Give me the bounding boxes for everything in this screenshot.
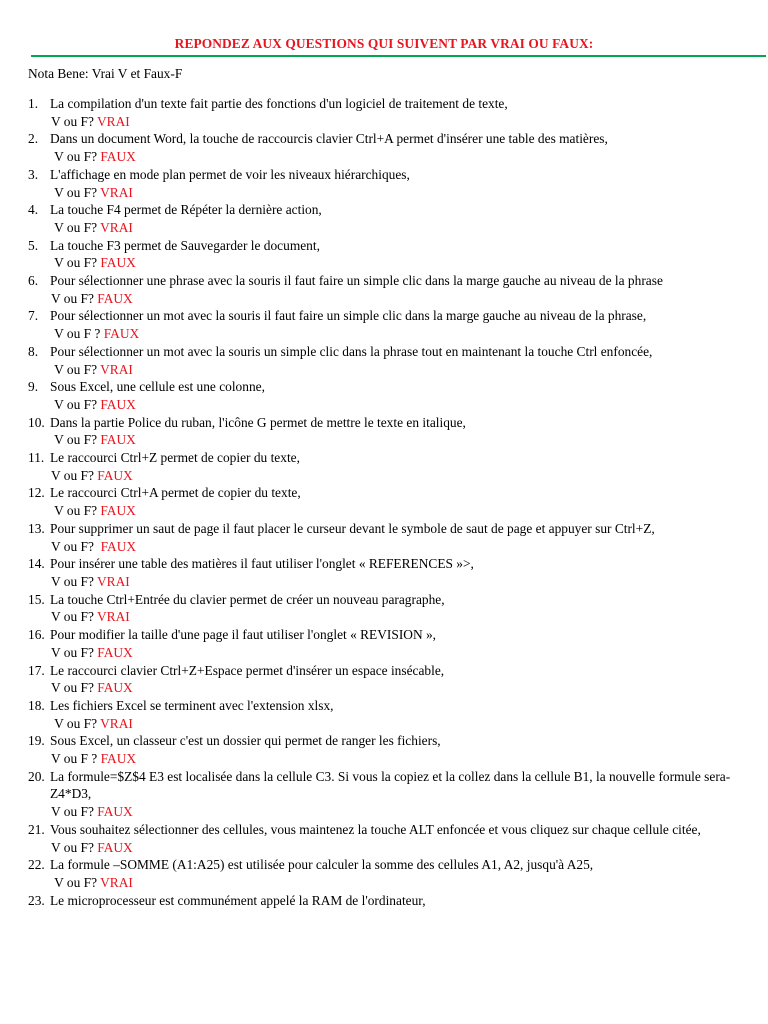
answer-line (28, 254, 758, 272)
question-text: Pour supprimer un saut de page il faut placer le curseur devant le symbole de saut de page et appuyer sur Ctrl+Z, (50, 520, 655, 536)
answer-line (28, 608, 758, 626)
answer-line (28, 644, 758, 662)
answer-line (28, 467, 758, 485)
question-number: 3. (28, 166, 39, 182)
question-text: L'affichage en mode plan permet de voir les niveaux hiérarchiques, (50, 166, 410, 182)
question-number: 11. (28, 450, 45, 466)
answer-line (28, 679, 758, 697)
question-number: 18. (28, 697, 45, 713)
question-item (28, 201, 758, 236)
question-item (28, 591, 758, 626)
question-number: 20. (28, 768, 45, 784)
answer-prompt: V ou F? (51, 680, 98, 696)
question-text: La touche F3 permet de Sauvegarder le document, (50, 237, 320, 253)
answer-value: FAUX (97, 467, 133, 483)
answer-line (28, 750, 758, 768)
answer-prompt: V ou F? (51, 396, 101, 412)
question-item (28, 821, 758, 856)
question-number: 8. (28, 343, 39, 359)
question-number: 12. (28, 485, 45, 501)
answer-value: FAUX (97, 839, 133, 855)
answer-value: VRAI (100, 361, 133, 377)
question-item (28, 856, 758, 891)
answer-value: FAUX (103, 326, 140, 342)
question-text: Sous Excel, un classeur c'est un dossier qui permet de ranger les fichiers, (50, 733, 441, 749)
question-item (28, 272, 758, 307)
question-text: Dans un document Word, la touche de raccourcis clavier Ctrl+A permet d'insérer une table des matières, (50, 131, 608, 147)
answer-line (28, 219, 758, 237)
answer-prompt: V ou F? (51, 503, 101, 519)
answer-prompt: V ou F? (51, 839, 98, 855)
question-number: 16. (28, 627, 45, 643)
answer-line (28, 538, 758, 556)
answer-prompt: V ou F? (51, 538, 101, 554)
question-number: 21. (28, 821, 45, 837)
question-number: 6. (28, 273, 39, 289)
question-item (28, 520, 758, 555)
answer-line (28, 396, 758, 414)
answer-value: VRAI (97, 573, 130, 589)
question-text: Pour sélectionner une phrase avec la souris il faut faire un simple clic dans la marge gauche au niveau de la phrase (50, 273, 663, 289)
answer-line (28, 431, 758, 449)
question-item (28, 449, 758, 484)
answer-value: FAUX (97, 644, 133, 660)
answer-value: VRAI (100, 219, 133, 235)
question-item (28, 555, 758, 590)
answer-value: VRAI (97, 609, 130, 625)
question-number: 10. (28, 414, 45, 430)
question-text: La compilation d'un texte fait partie des fonctions d'un logiciel de traitement de texte, (50, 96, 508, 111)
answer-prompt: V ou F ? (51, 326, 104, 342)
question-number: 1. (28, 96, 39, 111)
answer-prompt: V ou F? (51, 467, 98, 483)
question-text: La touche F4 permet de Répéter la dernière action, (50, 202, 322, 218)
answer-line (28, 839, 758, 857)
question-list (28, 95, 758, 909)
answer-prompt: V ou F? (51, 609, 98, 625)
answer-prompt: V ou F? (51, 290, 98, 306)
title-divider (31, 55, 766, 57)
question-item (28, 662, 758, 697)
question-item (28, 626, 758, 661)
answer-prompt: V ou F? (51, 113, 98, 129)
question-text: Pour modifier la taille d'une page il faut utiliser l'onglet « REVISION », (50, 627, 437, 643)
answer-value: VRAI (100, 184, 133, 200)
question-number: 4. (28, 202, 39, 218)
answer-value: FAUX (100, 396, 136, 412)
answer-value: FAUX (100, 432, 136, 448)
nota-bene: Nota Bene: Vrai V et Faux-F (28, 66, 183, 81)
answer-prompt: V ou F? (51, 874, 101, 890)
question-item (28, 414, 758, 449)
question-text: Pour insérer une table des matières il faut utiliser l'onglet « REFERENCES »>, (50, 556, 474, 572)
question-item (28, 237, 758, 272)
question-number: 22. (28, 857, 45, 873)
answer-prompt: V ou F? (51, 804, 98, 820)
question-item (28, 484, 758, 519)
question-text: Dans la partie Police du ruban, l'icône G permet de mettre le texte en italique, (50, 414, 466, 430)
question-number: 23. (28, 892, 45, 908)
answer-prompt: V ou F? (51, 573, 98, 589)
answer-prompt: V ou F? (51, 432, 101, 448)
answer-value: FAUX (97, 804, 133, 820)
question-text: Les fichiers Excel se terminent avec l'extension xlsx, (50, 697, 334, 713)
question-text: Le raccourci Ctrl+A permet de copier du texte, (50, 485, 301, 501)
question-text: Le microprocesseur est communément appelé la RAM de l'ordinateur, (50, 892, 426, 908)
question-item (28, 697, 758, 732)
answer-value: FAUX (100, 538, 137, 554)
answer-prompt: V ou F? (51, 149, 101, 165)
answer-line (28, 148, 758, 166)
answer-prompt: V ou F? (51, 644, 98, 660)
answer-prompt: V ou F? (51, 361, 101, 377)
answer-line (28, 290, 758, 308)
question-item (28, 732, 758, 767)
question-number: 13. (28, 520, 45, 536)
question-item (28, 378, 758, 413)
answer-line (28, 184, 758, 202)
answer-value: FAUX (100, 751, 137, 767)
answer-line (28, 803, 758, 821)
question-item (28, 343, 758, 378)
question-number: 17. (28, 662, 45, 678)
question-text: Pour sélectionner un mot avec la souris il faut faire un simple clic dans la marge gauche au niveau de la phrase, (50, 308, 647, 324)
question-text: Le raccourci Ctrl+Z permet de copier du texte, (50, 450, 300, 466)
question-number: 9. (28, 379, 39, 395)
answer-line (28, 502, 758, 520)
answer-value: FAUX (97, 290, 133, 306)
question-number: 5. (28, 237, 39, 253)
question-item (28, 166, 758, 201)
question-number: 14. (28, 556, 45, 572)
answer-value: VRAI (100, 715, 133, 731)
answer-value: VRAI (97, 113, 130, 129)
question-item (28, 95, 758, 130)
answer-prompt: V ou F ? (51, 751, 101, 767)
answer-line (28, 361, 758, 379)
answer-line (28, 325, 758, 343)
answer-value: VRAI (100, 874, 133, 890)
answer-prompt: V ou F? (51, 255, 101, 271)
question-text: Vous souhaitez sélectionner des cellules, vous maintenez la touche ALT enfoncée et vous cliquez sur chaque cellule citée, (50, 821, 701, 837)
answer-prompt: V ou F? (51, 184, 101, 200)
question-text: Sous Excel, une cellule est une colonne, (50, 379, 265, 395)
question-text: La formule=$Z$4 E3 est localisée dans la cellule C3. Si vous la copiez et la collez dans la cellule B1, la nouvelle formule sera-Z4*D3, (50, 768, 731, 802)
question-item (28, 307, 758, 342)
question-item (28, 768, 758, 821)
answer-prompt: V ou F? (51, 219, 101, 235)
question-item (28, 130, 758, 165)
answer-line (28, 874, 758, 892)
answer-line (28, 573, 758, 591)
question-text: Pour sélectionner un mot avec la souris un simple clic dans la phrase tout en maintenant la touche Ctrl enfoncée, (50, 343, 653, 359)
question-text: Le raccourci clavier Ctrl+Z+Espace permet d'insérer un espace insécable, (50, 662, 445, 678)
question-number: 19. (28, 733, 45, 749)
answer-value: FAUX (100, 255, 136, 271)
answer-value: FAUX (97, 680, 133, 696)
question-number: 15. (28, 591, 45, 607)
question-number: 7. (28, 308, 39, 324)
page-title: REPONDEZ AUX QUESTIONS QUI SUIVENT PAR VRAI OU FAUX: (174, 36, 594, 51)
answer-prompt: V ou F? (51, 715, 101, 731)
question-item (28, 892, 758, 910)
question-number: 2. (28, 131, 39, 147)
answer-line (28, 715, 758, 733)
answer-value: FAUX (100, 149, 136, 165)
question-text: La formule –SOMME (A1:A25) est utilisée pour calculer la somme des cellules A1, A2, jusqu'à A25, (50, 857, 594, 873)
answer-line (28, 113, 758, 131)
question-text: La touche Ctrl+Entrée du clavier permet de créer un nouveau paragraphe, (50, 591, 445, 607)
answer-value: FAUX (100, 503, 136, 519)
